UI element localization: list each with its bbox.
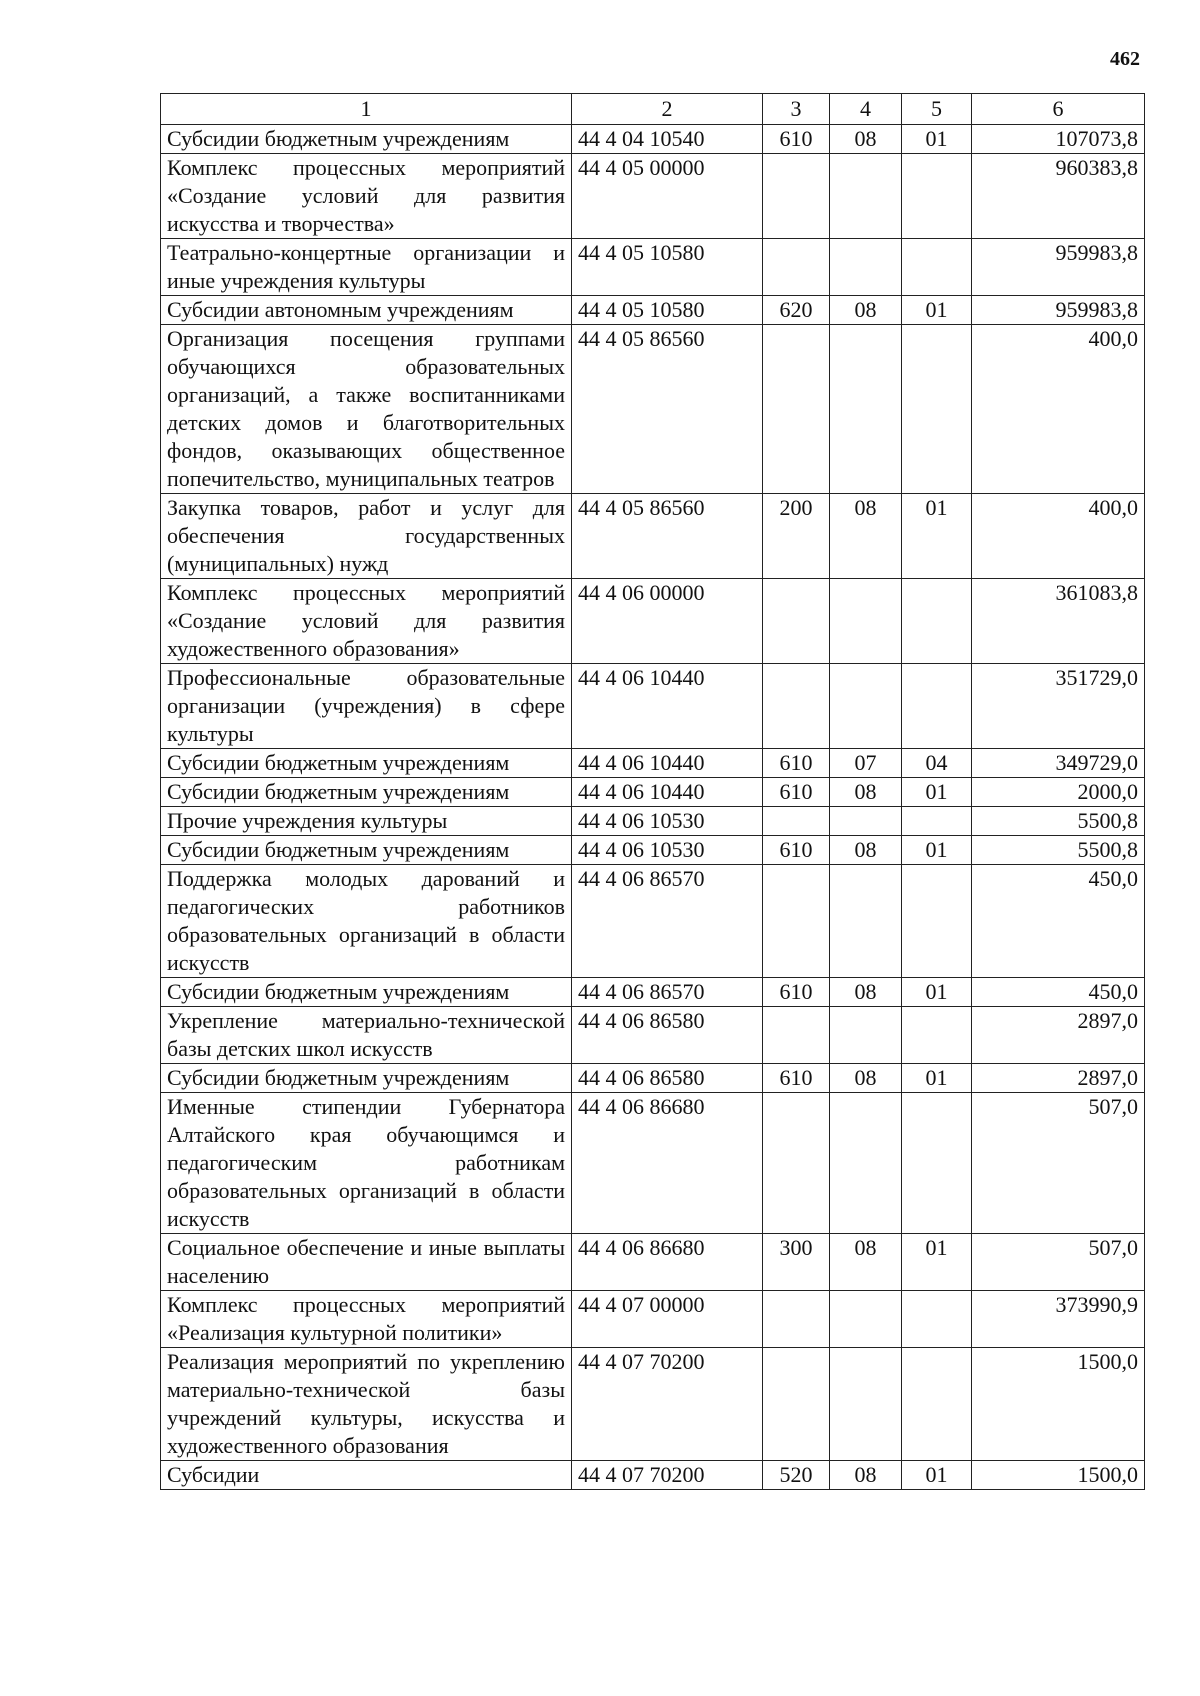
- row-col3-cell: 610: [763, 778, 830, 807]
- row-col4-cell: 08: [830, 494, 902, 579]
- table-row: [161, 1007, 1145, 1064]
- row-name-cell: Прочие учреждения культуры: [161, 807, 572, 836]
- row-col3-cell: 620: [763, 296, 830, 325]
- row-col5-cell: [902, 807, 972, 836]
- row-name-cell: Реализация мероприятий по укреплению материально-технической базы учреждений культуры, искусства и художественного образования: [161, 1348, 572, 1461]
- row-code-cell: 44 4 06 10440: [572, 749, 763, 778]
- row-col3-cell: [763, 154, 830, 239]
- row-sum-cell: 361083,8: [972, 579, 1145, 664]
- row-name-cell: Театрально-концертные организации и иные учреждения культуры: [161, 239, 572, 296]
- row-name-cell: Субсидии бюджетным учреждениям: [161, 749, 572, 778]
- row-code-cell: 44 4 05 86560: [572, 494, 763, 579]
- table-row: [161, 1348, 1145, 1461]
- table-body: [161, 125, 1145, 1490]
- row-code-cell: 44 4 06 86680: [572, 1093, 763, 1234]
- table-row: [161, 807, 1145, 836]
- row-col4-cell: 08: [830, 1234, 902, 1291]
- row-col4-cell: 08: [830, 978, 902, 1007]
- row-col5-cell: [902, 1291, 972, 1348]
- row-col5-cell: [902, 325, 972, 494]
- table-row: [161, 1461, 1145, 1490]
- row-col4-cell: 08: [830, 836, 902, 865]
- row-col3-cell: [763, 1291, 830, 1348]
- row-col3-cell: [763, 579, 830, 664]
- table-row: [161, 664, 1145, 749]
- row-col5-cell: [902, 1348, 972, 1461]
- row-code-cell: 44 4 05 86560: [572, 325, 763, 494]
- row-col4-cell: [830, 807, 902, 836]
- row-name-cell: Субсидии бюджетным учреждениям: [161, 836, 572, 865]
- header-cell: 5: [902, 94, 972, 125]
- row-col4-cell: 08: [830, 296, 902, 325]
- row-col5-cell: 01: [902, 978, 972, 1007]
- row-name-cell: Комплекс процессных мероприятий «Реализация культурной политики»: [161, 1291, 572, 1348]
- row-sum-cell: 1500,0: [972, 1461, 1145, 1490]
- row-col5-cell: [902, 579, 972, 664]
- row-col4-cell: 08: [830, 778, 902, 807]
- row-code-cell: 44 4 06 10440: [572, 664, 763, 749]
- row-col3-cell: 610: [763, 1064, 830, 1093]
- budget-table: [160, 93, 1145, 1490]
- row-col4-cell: [830, 579, 902, 664]
- row-sum-cell: 400,0: [972, 325, 1145, 494]
- row-name-cell: Поддержка молодых дарований и педагогических работников образовательных организаций в области искусств: [161, 865, 572, 978]
- row-col5-cell: 01: [902, 1234, 972, 1291]
- row-col3-cell: 610: [763, 978, 830, 1007]
- row-col3-cell: [763, 807, 830, 836]
- table-row: [161, 1093, 1145, 1234]
- row-sum-cell: 349729,0: [972, 749, 1145, 778]
- row-col3-cell: [763, 1348, 830, 1461]
- row-name-cell: Субсидии бюджетным учреждениям: [161, 1064, 572, 1093]
- row-col3-cell: [763, 325, 830, 494]
- row-code-cell: 44 4 06 10440: [572, 778, 763, 807]
- row-col3-cell: [763, 1093, 830, 1234]
- row-name-cell: Социальное обеспечение и иные выплаты населению: [161, 1234, 572, 1291]
- row-code-cell: 44 4 04 10540: [572, 125, 763, 154]
- row-col4-cell: [830, 1093, 902, 1234]
- row-col5-cell: 01: [902, 494, 972, 579]
- table-row: [161, 579, 1145, 664]
- table-row: [161, 865, 1145, 978]
- row-sum-cell: 400,0: [972, 494, 1145, 579]
- row-code-cell: 44 4 07 00000: [572, 1291, 763, 1348]
- table-row: [161, 978, 1145, 1007]
- row-code-cell: 44 4 06 86570: [572, 978, 763, 1007]
- row-sum-cell: 2897,0: [972, 1007, 1145, 1064]
- table-row: [161, 494, 1145, 579]
- row-col3-cell: [763, 664, 830, 749]
- table-row: [161, 778, 1145, 807]
- table-row: [161, 1234, 1145, 1291]
- row-sum-cell: 1500,0: [972, 1348, 1145, 1461]
- row-sum-cell: 2000,0: [972, 778, 1145, 807]
- row-sum-cell: 960383,8: [972, 154, 1145, 239]
- row-col5-cell: 01: [902, 125, 972, 154]
- row-code-cell: 44 4 06 10530: [572, 807, 763, 836]
- row-col3-cell: 520: [763, 1461, 830, 1490]
- row-sum-cell: 107073,8: [972, 125, 1145, 154]
- row-col5-cell: [902, 1093, 972, 1234]
- row-sum-cell: 507,0: [972, 1093, 1145, 1234]
- row-col3-cell: 610: [763, 125, 830, 154]
- row-col4-cell: 08: [830, 1461, 902, 1490]
- row-name-cell: Укрепление материально-технической базы детских школ искусств: [161, 1007, 572, 1064]
- row-name-cell: Субсидии: [161, 1461, 572, 1490]
- header-cell: 4: [830, 94, 902, 125]
- row-col4-cell: [830, 1291, 902, 1348]
- table-row: [161, 1291, 1145, 1348]
- row-sum-cell: 450,0: [972, 865, 1145, 978]
- row-col4-cell: [830, 154, 902, 239]
- header-cell: 2: [572, 94, 763, 125]
- row-code-cell: 44 4 07 70200: [572, 1348, 763, 1461]
- row-col4-cell: [830, 325, 902, 494]
- row-name-cell: Профессиональные образовательные организации (учреждения) в сфере культуры: [161, 664, 572, 749]
- row-col4-cell: 08: [830, 1064, 902, 1093]
- row-col3-cell: 200: [763, 494, 830, 579]
- header-row: [161, 94, 1145, 125]
- row-sum-cell: 959983,8: [972, 239, 1145, 296]
- row-sum-cell: 507,0: [972, 1234, 1145, 1291]
- row-name-cell: Субсидии бюджетным учреждениям: [161, 778, 572, 807]
- row-col4-cell: 08: [830, 125, 902, 154]
- row-col3-cell: [763, 1007, 830, 1064]
- row-col4-cell: [830, 865, 902, 978]
- table-row: [161, 1064, 1145, 1093]
- row-col3-cell: [763, 865, 830, 978]
- table-row: [161, 749, 1145, 778]
- page-number: 462: [1110, 48, 1140, 70]
- row-code-cell: 44 4 07 70200: [572, 1461, 763, 1490]
- row-col4-cell: [830, 1007, 902, 1064]
- row-col4-cell: [830, 239, 902, 296]
- row-col5-cell: [902, 154, 972, 239]
- table-row: [161, 239, 1145, 296]
- row-col5-cell: [902, 865, 972, 978]
- header-cell: 6: [972, 94, 1145, 125]
- table-row: [161, 836, 1145, 865]
- row-code-cell: 44 4 05 10580: [572, 239, 763, 296]
- row-name-cell: Закупка товаров, работ и услуг для обеспечения государственных (муниципальных) нужд: [161, 494, 572, 579]
- table-row: [161, 325, 1145, 494]
- row-name-cell: Организация посещения группами обучающихся образовательных организаций, а также воспитанниками детских домов и благотворительных фондов, оказывающих общественное попечительство, муниципальных театров: [161, 325, 572, 494]
- row-col5-cell: [902, 664, 972, 749]
- row-sum-cell: 450,0: [972, 978, 1145, 1007]
- row-code-cell: 44 4 06 10530: [572, 836, 763, 865]
- row-col5-cell: [902, 239, 972, 296]
- row-col3-cell: 300: [763, 1234, 830, 1291]
- row-col5-cell: 01: [902, 836, 972, 865]
- row-code-cell: 44 4 06 86580: [572, 1007, 763, 1064]
- row-code-cell: 44 4 06 86680: [572, 1234, 763, 1291]
- row-sum-cell: 959983,8: [972, 296, 1145, 325]
- row-sum-cell: 351729,0: [972, 664, 1145, 749]
- row-col3-cell: [763, 239, 830, 296]
- row-name-cell: Именные стипендии Губернатора Алтайского края обучающимся и педагогическим работникам образовательных организаций в области искусств: [161, 1093, 572, 1234]
- table-row: [161, 125, 1145, 154]
- row-col4-cell: [830, 664, 902, 749]
- row-sum-cell: 5500,8: [972, 836, 1145, 865]
- row-name-cell: Комплекс процессных мероприятий «Создание условий для развития искусства и творчества»: [161, 154, 572, 239]
- row-col3-cell: 610: [763, 749, 830, 778]
- row-col4-cell: 07: [830, 749, 902, 778]
- row-name-cell: Субсидии бюджетным учреждениям: [161, 125, 572, 154]
- row-code-cell: 44 4 06 00000: [572, 579, 763, 664]
- row-col4-cell: [830, 1348, 902, 1461]
- row-code-cell: 44 4 05 00000: [572, 154, 763, 239]
- row-col5-cell: 01: [902, 778, 972, 807]
- header-cell: 1: [161, 94, 572, 125]
- row-sum-cell: 2897,0: [972, 1064, 1145, 1093]
- row-sum-cell: 373990,9: [972, 1291, 1145, 1348]
- row-code-cell: 44 4 05 10580: [572, 296, 763, 325]
- row-name-cell: Комплекс процессных мероприятий «Создание условий для развития художественного образования»: [161, 579, 572, 664]
- row-col3-cell: 610: [763, 836, 830, 865]
- row-col5-cell: 01: [902, 1461, 972, 1490]
- row-name-cell: Субсидии бюджетным учреждениям: [161, 978, 572, 1007]
- row-col5-cell: 01: [902, 1064, 972, 1093]
- row-col5-cell: [902, 1007, 972, 1064]
- header-cell: 3: [763, 94, 830, 125]
- table-row: [161, 154, 1145, 239]
- table-row: [161, 296, 1145, 325]
- row-col5-cell: 01: [902, 296, 972, 325]
- row-col5-cell: 04: [902, 749, 972, 778]
- row-name-cell: Субсидии автономным учреждениям: [161, 296, 572, 325]
- row-code-cell: 44 4 06 86570: [572, 865, 763, 978]
- row-code-cell: 44 4 06 86580: [572, 1064, 763, 1093]
- row-sum-cell: 5500,8: [972, 807, 1145, 836]
